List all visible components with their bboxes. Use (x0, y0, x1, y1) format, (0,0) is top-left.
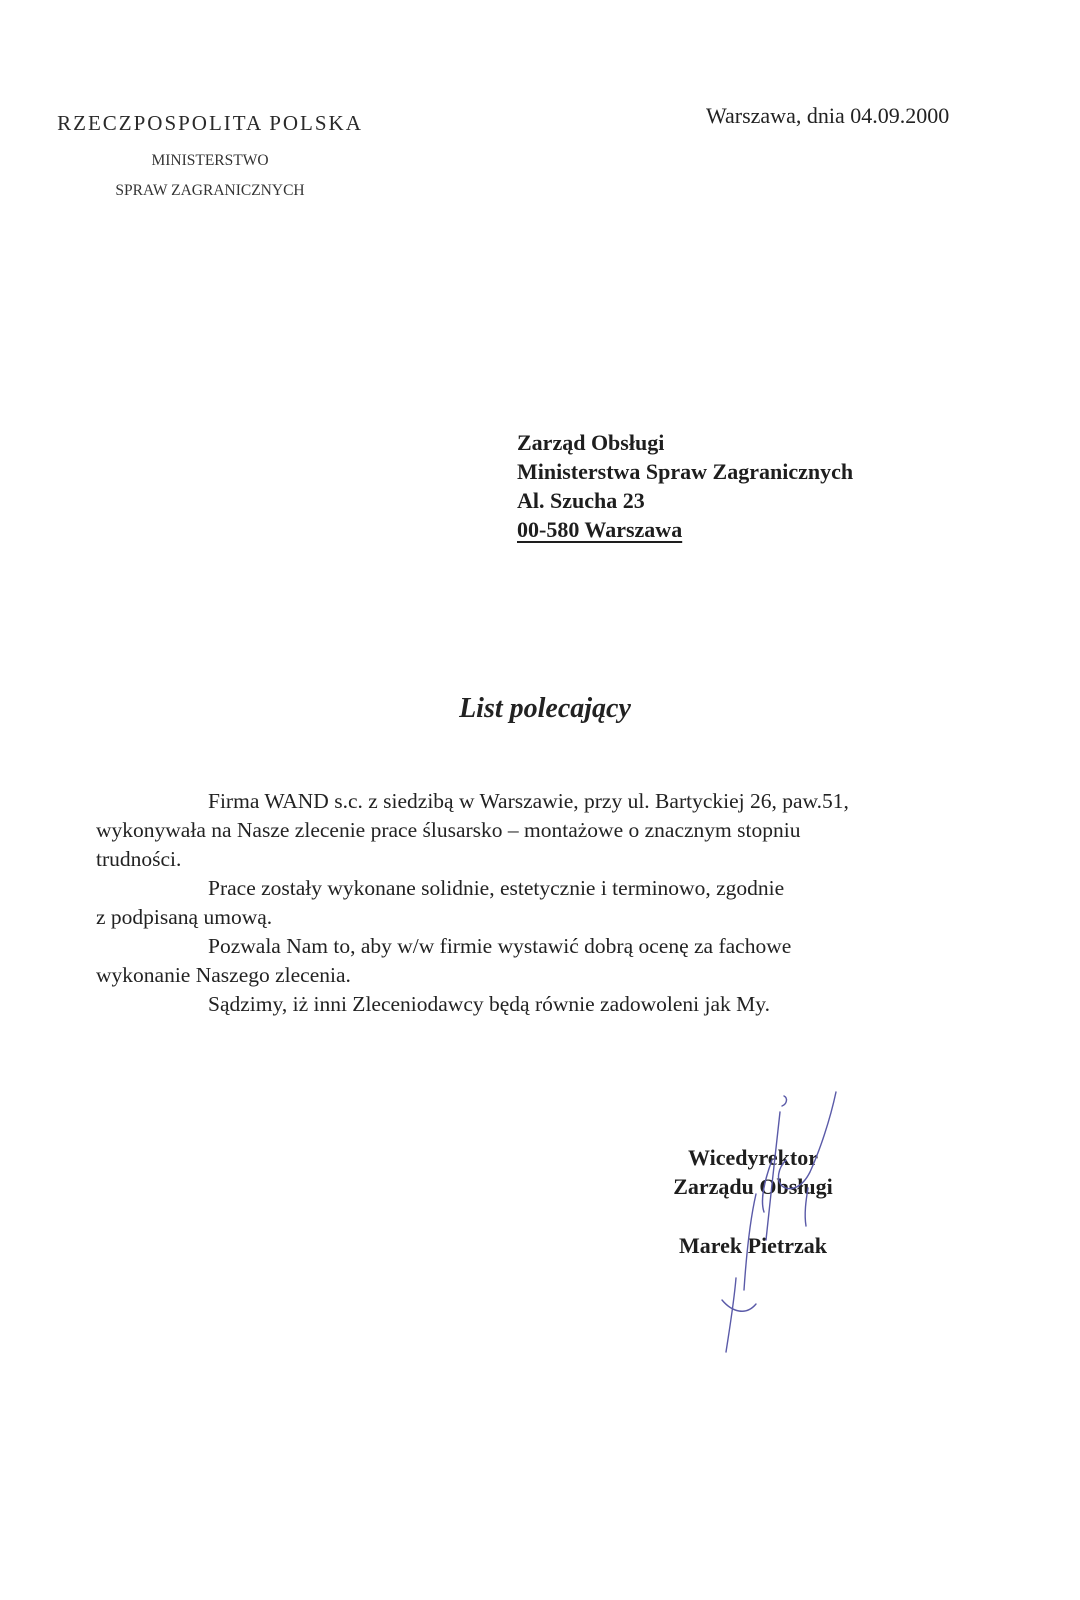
body-p1-line3: trudności. (96, 847, 182, 871)
recipient-line1: Zarząd Obsługi (517, 430, 665, 455)
body-p4-line1: Sądzimy, iż inni Zleceniodawcy będą równie zadowoleni jak My. (208, 992, 771, 1016)
recipient-line3: Al. Szucha 23 (517, 488, 645, 513)
date-line: Warszawa, dnia 04.09.2000 (706, 103, 950, 128)
recipient-line4: 00-580 Warszawa (517, 517, 683, 542)
body-p1-line2: wykonywała na Nasze zlecenie prace ślusarsko – montażowe o znacznym stopniu (96, 818, 801, 842)
letterhead-ministry-line1: MINISTERSTWO (151, 152, 269, 169)
letterhead (20, 110, 400, 206)
body-p2-line2: z podpisaną umową. (96, 905, 273, 929)
body-p3-line2: wykonanie Naszego zlecenia. (96, 963, 351, 987)
signature-gap (653, 1201, 853, 1231)
letterhead-country: RZECZPOSPOLITA POLSKA (57, 111, 363, 135)
body-p3-line1: Pozwala Nam to, aby w/w firmie wystawić dobrą ocenę za fachowe (208, 934, 792, 958)
signatory-position-line1: Wicedyrektor (688, 1145, 818, 1170)
body-p2-line1: Prace zostały wykonane solidnie, estetycznie i terminowo, zgodnie (208, 876, 785, 900)
letter-title: List polecający (459, 693, 631, 724)
recipient-line2: Ministerstwa Spraw Zagranicznych (517, 459, 854, 484)
signatory-position-line2: Zarządu Obsługi (673, 1174, 833, 1199)
signatory-name: Marek Pietrzak (678, 1233, 828, 1258)
letter-body (96, 787, 996, 1019)
recipient-address (517, 428, 853, 544)
letterhead-ministry-line2: SPRAW ZAGRANICZNYCH (115, 182, 305, 199)
body-p1-line1: Firma WAND s.c. z siedzibą w Warszawie, przy ul. Bartyckiej 26, paw.51, (208, 789, 849, 813)
signature-block (653, 1143, 853, 1260)
